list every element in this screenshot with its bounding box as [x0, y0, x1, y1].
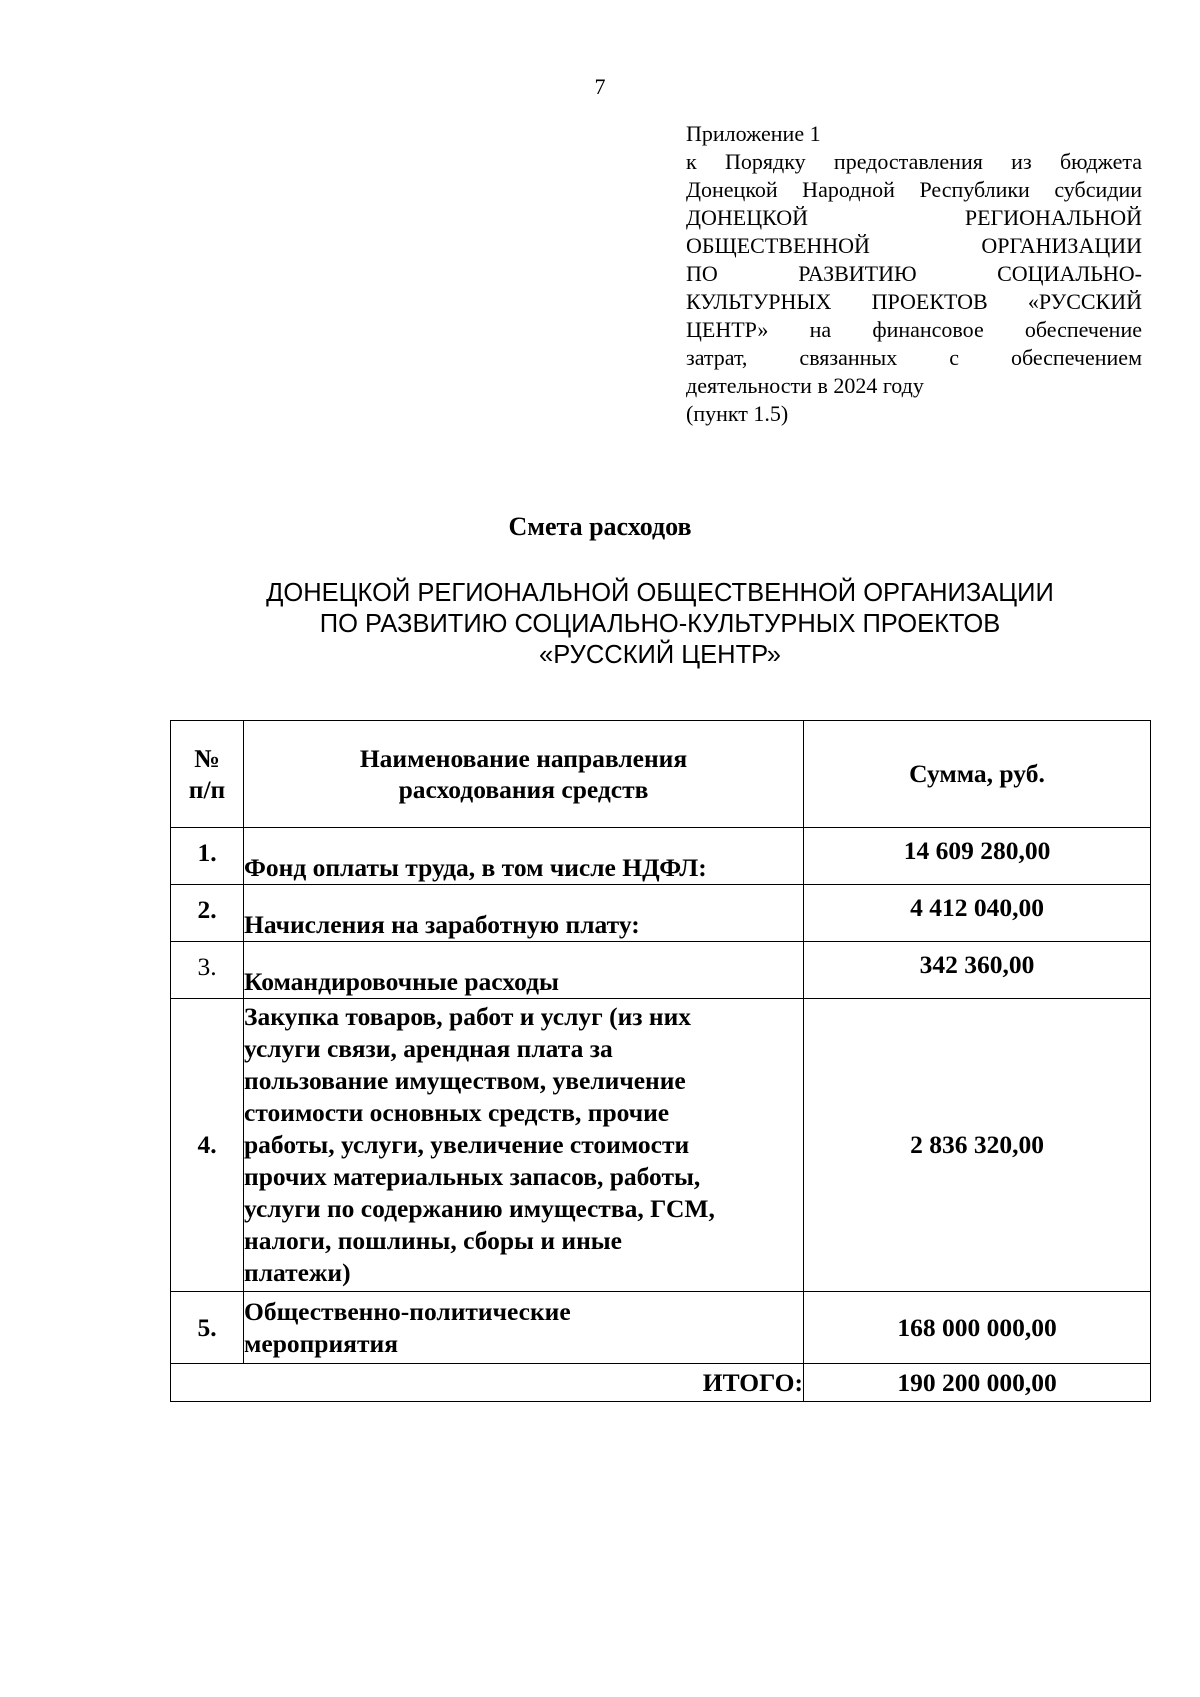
row-name-line: услуги по содержанию имущества, ГСМ,: [244, 1194, 715, 1223]
table-row: [171, 885, 1151, 942]
page-number: 7: [594, 74, 606, 99]
row-sum: 4 412 040,00: [804, 885, 1151, 942]
row-name: Фонд оплаты труда, в том числе НДФЛ:: [244, 828, 804, 885]
row-name-line: Общественно-политические: [244, 1296, 571, 1326]
organization-name: [0, 578, 1200, 671]
table-row: [171, 1292, 1151, 1364]
row-number-text: 3.: [197, 952, 217, 981]
header-name-line2: расходования средств: [398, 775, 649, 804]
row-sum: 2 836 320,00: [804, 999, 1151, 1292]
annex-line: ЦЕНТР» на финансовое обеспечение: [686, 317, 1142, 342]
table-row: [171, 999, 1151, 1292]
row-name-line: работы, услуги, увеличение стоимости: [244, 1130, 690, 1159]
annex-line: ПО РАЗВИТИЮ СОЦИАЛЬНО-: [686, 261, 1142, 286]
header-name-line1: Наименование направления: [359, 744, 688, 773]
table-row: [171, 942, 1151, 999]
organization-line: ПО РАЗВИТИЮ СОЦИАЛЬНО-КУЛЬТУРНЫХ ПРОЕКТОВ: [319, 610, 1001, 638]
table-row: [171, 828, 1151, 885]
row-name-line: пользование имуществом, увеличение: [244, 1066, 686, 1095]
header-name: [244, 721, 804, 828]
row-number: 1.: [171, 828, 244, 885]
row-name-line: услуги связи, арендная плата за: [244, 1034, 613, 1063]
row-sum: 14 609 280,00: [804, 828, 1151, 885]
annex-reference: [686, 120, 1142, 428]
annex-line: к Порядку предоставления из бюджета: [686, 149, 1142, 174]
annex-line: ОБЩЕСТВЕННОЙ ОРГАНИЗАЦИИ: [686, 233, 1142, 258]
header-number-line1: №: [194, 744, 220, 773]
annex-line: КУЛЬТУРНЫХ ПРОЕКТОВ «РУССКИЙ: [686, 289, 1142, 314]
annex-line: ДОНЕЦКОЙ РЕГИОНАЛЬНОЙ: [686, 205, 1142, 230]
annex-line: Приложение 1: [686, 121, 821, 146]
row-name-line: платежи): [244, 1258, 351, 1287]
row-sum: 168 000 000,00: [804, 1292, 1151, 1364]
row-sum: 342 360,00: [804, 942, 1151, 999]
total-label: ИТОГО:: [171, 1364, 804, 1402]
header-number-line2: п/п: [188, 775, 226, 804]
annex-line: Донецкой Народной Республики субсидии: [686, 177, 1142, 202]
row-name-line: мероприятия: [244, 1328, 398, 1358]
row-number: 2.: [171, 885, 244, 942]
table-header-row: [171, 721, 1151, 828]
annex-line: затрат, связанных с обеспечением: [686, 345, 1142, 370]
total-sum: 190 200 000,00: [804, 1364, 1151, 1402]
document-title: Смета расходов: [508, 512, 692, 541]
row-name-line: стоимости основных средств, прочие: [244, 1098, 670, 1127]
row-name: Начисления на заработную плату:: [244, 885, 804, 942]
row-name-line: налоги, пошлины, сборы и иные: [244, 1226, 623, 1255]
row-name: [244, 999, 804, 1292]
expense-table: [170, 720, 1151, 1402]
header-sum: Сумма, руб.: [804, 721, 1151, 828]
row-name-line: прочих материальных запасов, работы,: [244, 1162, 701, 1191]
organization-line: «РУССКИЙ ЦЕНТР»: [539, 641, 781, 669]
row-number: 4.: [171, 999, 244, 1292]
annex-line: деятельности в 2024 году: [686, 373, 924, 398]
annex-line: (пункт 1.5): [686, 401, 789, 426]
total-row: [171, 1364, 1151, 1402]
row-name-line: Закупка товаров, работ и услуг (из них: [244, 1002, 692, 1031]
row-number: [171, 942, 244, 999]
header-number: [171, 721, 244, 828]
row-number: 5.: [171, 1292, 244, 1364]
organization-line: ДОНЕЦКОЙ РЕГИОНАЛЬНОЙ ОБЩЕСТВЕННОЙ ОРГАНИЗАЦИИ: [266, 579, 1054, 607]
row-name: [244, 1292, 804, 1364]
row-name: Командировочные расходы: [244, 942, 804, 999]
